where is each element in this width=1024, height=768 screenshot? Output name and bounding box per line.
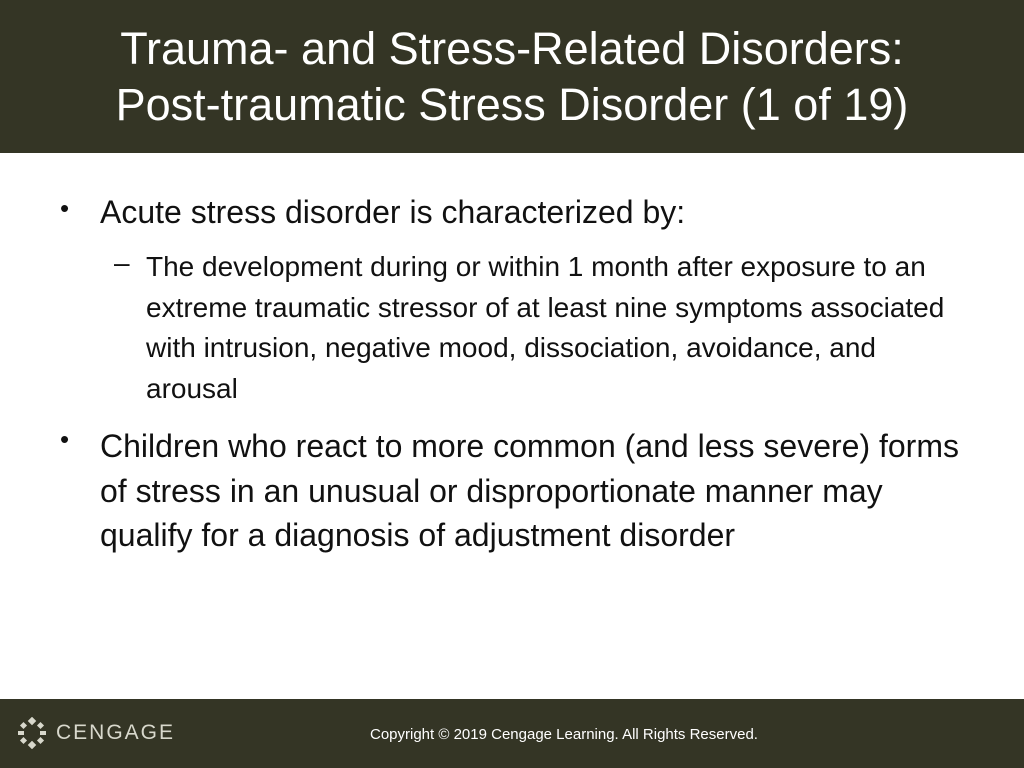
copyright-notice: Copyright © 2019 Cengage Learning. All Rights Reserved. xyxy=(370,726,758,743)
slide-body xyxy=(0,153,1024,699)
slide-header xyxy=(0,0,1024,153)
cengage-logo-text: CENGAGE xyxy=(56,721,176,744)
cengage-logo xyxy=(16,717,175,749)
bullet-text: Acute stress disorder is characterized by: xyxy=(100,194,686,230)
bullet-text: Children who react to more common (and less severe) forms of stress in an unusual or disproportionate manner may qualify for a diagnosis of adjustment disorder xyxy=(100,428,959,553)
slide-title-line-1: Trauma- and Stress-Related Disorders: xyxy=(120,22,904,74)
cengage-logo-icon xyxy=(16,717,48,749)
sub-bullet-text: The development during or within 1 month after exposure to an extreme traumatic stressor of at least nine symptoms associated with intrusion, negative mood, dissociation, avoidance, and arousal xyxy=(146,251,945,404)
sub-bullet-marker: – xyxy=(114,247,130,278)
slide-footer xyxy=(0,699,1024,768)
slide-title-line-2: Post-traumatic Stress Disorder (1 of 19) xyxy=(115,78,909,130)
bullet-marker: • xyxy=(60,424,70,454)
bullet-marker: • xyxy=(60,193,70,223)
